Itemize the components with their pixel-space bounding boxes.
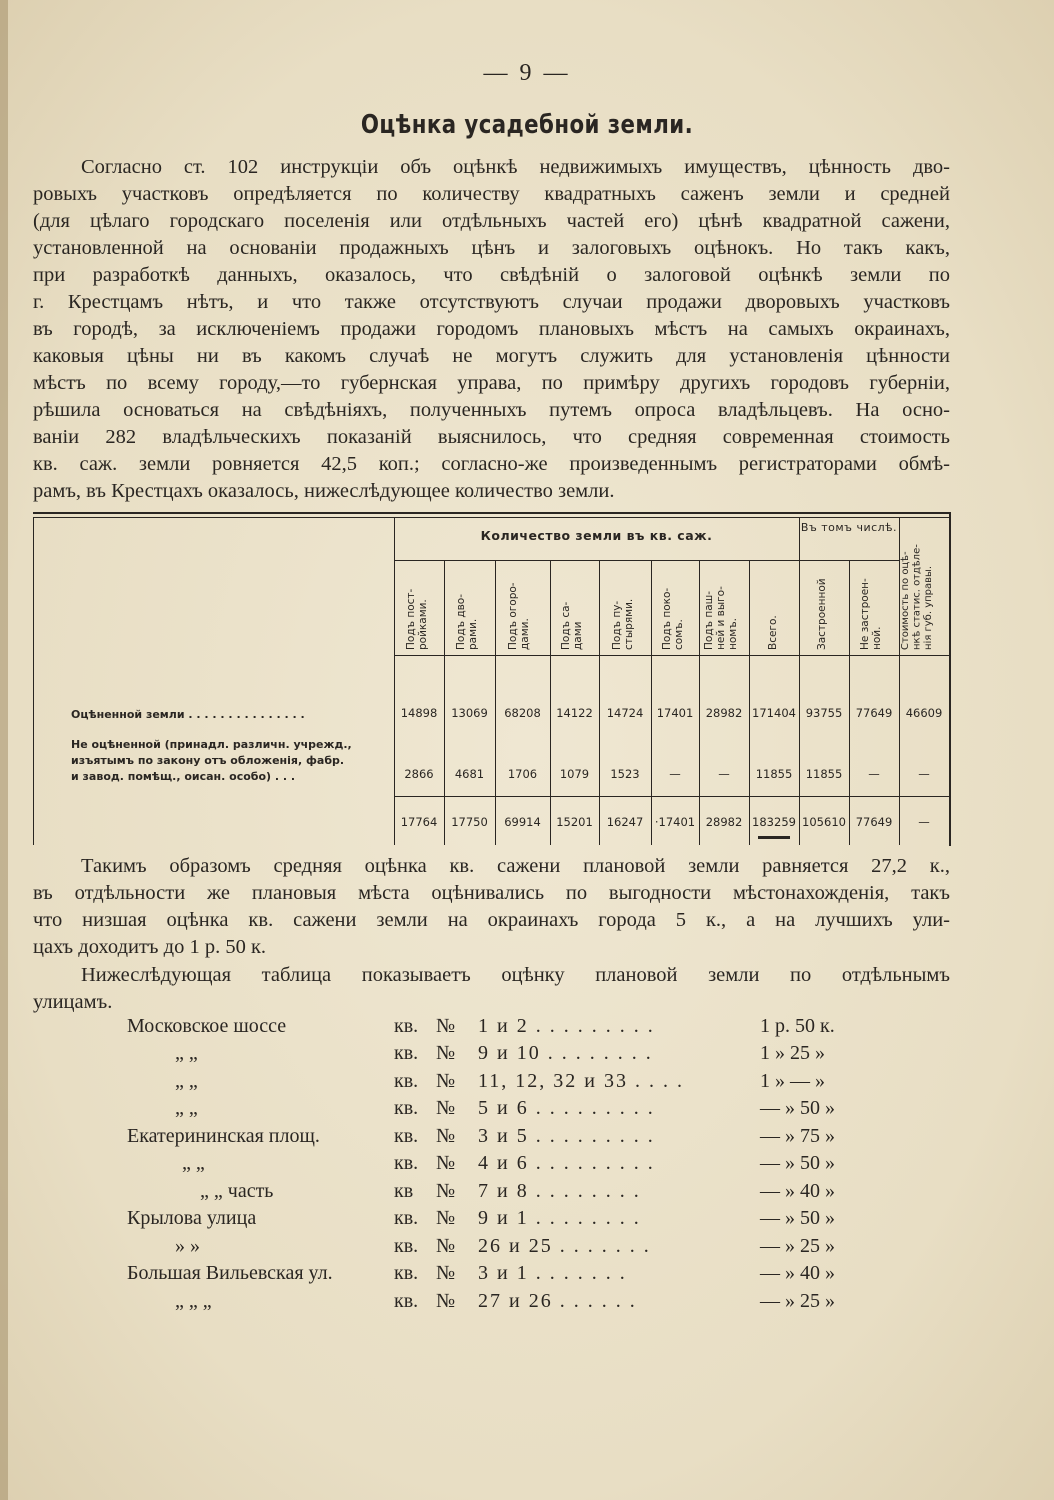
intro-line: рѣшила основаться на свѣдѣніяхъ, полученныхъ путемъ опроса владѣльцевъ. На осно- [33,399,950,421]
street-name: „ „ часть [200,1180,274,1202]
col-separator [550,560,551,845]
street-num-sign: № [436,1207,456,1229]
intro-line: каковыя цѣны ни въ какомъ случаѣ не могутъ служить для установленія цѣнности [33,345,950,367]
intro-line: мѣстъ по всему городу,—то губернская управа, по примѣру другихъ городовъ губерніи, [33,372,950,394]
table-rule-top [33,512,951,514]
street-kv: кв. [394,1070,419,1092]
street-kv: кв. [394,1125,419,1147]
after-line: цахъ доходитъ до 1 р. 50 к. [33,936,267,958]
table-cell: 14122 [556,706,593,720]
street-blocks: 26 и 25 . . . . . . . [478,1235,651,1257]
col-separator [749,560,750,845]
street-price: — » 50 » [760,1097,835,1119]
table-total-cell: 17750 [451,815,488,829]
section-title: Оцѣнка усадебной земли. [360,110,694,140]
after-line: въ отдѣльности же плановыя мѣста оцѣнивались по выгодности мѣстонахожденія, такъ [33,882,950,904]
street-kv: кв. [394,1235,419,1257]
after-line: Такимъ образомъ средняя оцѣнка кв. сажени плановой земли равняется 27,2 к., [81,855,950,877]
subgroup-header: Въ томъ числѣ. [800,521,898,534]
street-kv: кв. [394,1207,419,1229]
street-name: „ „ [175,1070,198,1092]
street-blocks: 3 и 1 . . . . . . . [478,1262,627,1284]
table-cell: 77649 [855,706,893,720]
table-cell: 1706 [507,767,538,781]
intro-line: рамъ, въ Крестцахъ оказалось, нижеслѣдующее количество земли. [33,480,615,502]
col-header-total: Всего. [767,615,779,650]
table-cell: 28982 [705,706,743,720]
street-price: 1 » 25 » [760,1042,825,1064]
table-cell: — [718,767,730,781]
table-cell: 93755 [805,706,843,720]
street-row [0,1152,1054,1179]
table-total-cell: 16247 [606,815,644,829]
col-header-meadow: Подъ поко- сомъ. [661,587,685,650]
intro-line: Согласно ст. 102 инструкціи объ оцѣнкѣ недвижимыхъ имуществъ, цѣнность дво- [81,156,950,178]
street-name: Екатерининская площ. [127,1125,320,1147]
street-name: Крылова улица [127,1207,257,1229]
total-rule [394,796,949,797]
intro-paragraph [33,154,950,505]
street-price: — » 40 » [760,1180,835,1202]
table-cell: 14898 [400,706,438,720]
table-cell: — [669,767,681,781]
street-price: — » 25 » [760,1290,835,1312]
street-blocks: 11, 12, 32 и 33 . . . . [478,1070,684,1092]
table-cell: 1079 [559,767,590,781]
street-price: 1 » — » [760,1070,825,1092]
table-total-cell: 105610 [802,815,846,829]
table-border-right [949,512,951,846]
street-price: — » 25 » [760,1235,835,1257]
col-header-yards: Подъ дво- рами. [455,594,479,650]
street-row [0,1097,1054,1124]
table-cell: 4681 [454,767,485,781]
col-header-wasteland: Подъ пу- стырями. [611,598,635,650]
street-price: — » 75 » [760,1125,835,1147]
header-rule [394,560,899,561]
street-price: — » 40 » [760,1262,835,1284]
table-total-cell: ·17401 [654,815,696,829]
col-header-orchards: Подъ са- дами [560,601,584,650]
street-kv: кв. [394,1042,419,1064]
row-label-unassessed: изъятымъ по закону отъ обложенія, фабр. [71,754,345,767]
street-kv: кв. [394,1152,419,1174]
street-row [0,1125,1054,1152]
intro-line: г. Крестцамъ нѣтъ, и что также отсутствуютъ случаи продажи дворовыхъ участковъ [33,291,950,313]
table-cell: 11855 [755,767,793,781]
street-row [0,1180,1054,1207]
table-total-cell: — [918,815,930,829]
row-label-unassessed: Не оцѣненной (принадл. различн. учрежд., [71,738,352,751]
street-blocks: 5 и 6 . . . . . . . . . [478,1097,655,1119]
street-row [0,1235,1054,1262]
intro-line: (для цѣлаго городскаго поселенія или отдѣльныхъ частей его) цѣнѣ квадратной сажени, [33,210,950,232]
street-name: „ „ [175,1042,198,1064]
street-num-sign: № [436,1180,456,1202]
table-cell: 46609 [905,706,943,720]
col-separator [651,560,652,845]
col-separator [599,560,600,845]
street-num-sign: № [436,1125,456,1147]
street-num-sign: № [436,1262,456,1284]
land-table [33,512,951,846]
street-price: 1 р. 50 к. [760,1015,835,1037]
street-row [0,1042,1054,1069]
street-num-sign: № [436,1290,456,1312]
street-blocks: 4 и 6 . . . . . . . . . [478,1152,655,1174]
street-blocks: 9 и 1 . . . . . . . . [478,1207,641,1229]
street-kv: кв. [394,1015,419,1037]
next-line: Нижеслѣдующая таблица показываетъ оцѣнку плановой земли по отдѣльнымъ [81,964,950,986]
col-header-buildings: Подъ пост- ройками. [405,588,429,650]
table-total-cell: 28982 [705,815,743,829]
col-separator [444,560,445,845]
street-blocks: 9 и 10 . . . . . . . . [478,1042,653,1064]
after-line: что низшая оцѣнка кв. сажени земли на окраинахъ города 5 к., а на лучшихъ ули- [33,909,950,931]
street-row [0,1262,1054,1289]
table-cell: 171404 [752,706,796,720]
next-line: улицамъ. [33,991,113,1013]
street-name: „ „ [182,1152,205,1174]
intro-line: ваніи 282 владѣльческихъ показаній выяснилось, что средняя современная стоимость [33,426,950,448]
col-header-gardens: Подъ огоро- дами. [507,582,531,650]
intro-line: кв. саж. земли ровняется 42,5 коп.; согласно-же произведеннымъ регистраторами обмѣ- [33,453,950,475]
table-cell: 17401 [656,706,694,720]
row-label-assessed: Оцѣненной земли . . . . . . . . . . . . . . . [71,708,305,721]
col-header-built: Застроенной [816,578,828,650]
table-cell: 13069 [451,706,488,720]
table-total-cell: 77649 [855,815,893,829]
table-cell: — [918,767,930,781]
street-num-sign: № [436,1042,456,1064]
street-blocks: 7 и 8 . . . . . . . . [478,1180,641,1202]
street-num-sign: № [436,1070,456,1092]
intro-line: установленной на основаніи продажныхъ цѣнъ и залоговыхъ оцѣнокъ. Но такъ какъ, [33,237,950,259]
street-name: Московское шоссе [127,1015,287,1037]
street-kv: кв. [394,1097,419,1119]
table-total-cell: 17764 [400,815,438,829]
street-row [0,1015,1054,1042]
table-cell: 1523 [610,767,640,781]
table-total-cell: 69914 [504,815,541,829]
table-cell: 11855 [805,767,843,781]
table-total-cell: 183259 [752,815,796,829]
col-header-cost: Стоимость по оцѣ- нкѣ статис. отдѣле- нія губ. управы. [900,544,934,650]
table-cell: 2866 [404,767,434,781]
col-header-arable: Подъ паш- ней и выго- номъ. [703,586,739,650]
street-kv: кв [394,1180,414,1202]
table-border-left [33,517,34,845]
street-name: » » [175,1235,200,1257]
table-rule-top-inner [33,517,951,518]
street-num-sign: № [436,1235,456,1257]
after-paragraph [33,853,950,961]
col-separator [495,560,496,845]
street-price: — » 50 » [760,1152,835,1174]
col-header-unbuilt: Не застроен- ной. [859,578,883,650]
street-blocks: 3 и 5 . . . . . . . . . [478,1125,655,1147]
intro-line: въ городѣ, за исключеніемъ продажи городомъ плановыхъ мѣстъ на самыхъ окраинахъ, [33,318,950,340]
street-name: Большая Вильевская ул. [127,1262,333,1284]
street-blocks: 27 и 26 . . . . . . [478,1290,637,1312]
street-row [0,1070,1054,1097]
street-row [0,1290,1054,1317]
row-label-unassessed: и завод. помѣщ., оисан. особо) . . . [71,770,296,783]
street-name: „ „ „ [175,1290,212,1312]
page-number: — 9 — [483,60,571,86]
group-header: Количество земли въ кв. саж. [480,528,713,543]
col-separator [699,560,700,845]
street-kv: кв. [394,1290,419,1312]
street-row [0,1207,1054,1234]
next-paragraph [33,962,950,1016]
intro-line: ровыхъ участковъ опредѣляется по количеству квадратныхъ саженъ земли и средней [33,183,950,205]
street-num-sign: № [436,1015,456,1037]
intro-line: при разработкѣ данныхъ, оказалось, что свѣдѣній о залоговой оцѣнкѣ земли по [33,264,950,286]
total-underline [758,836,790,839]
street-blocks: 1 и 2 . . . . . . . . . [478,1015,655,1037]
street-num-sign: № [436,1152,456,1174]
table-cell: — [868,767,880,781]
col-separator [849,560,850,845]
header-rule [394,655,949,656]
street-price: — » 50 » [760,1207,835,1229]
street-name: „ „ [175,1097,198,1119]
table-cell: 68208 [504,706,541,720]
table-total-cell: 15201 [556,815,593,829]
street-kv: кв. [394,1262,419,1284]
street-num-sign: № [436,1097,456,1119]
table-cell: 14724 [606,706,644,720]
